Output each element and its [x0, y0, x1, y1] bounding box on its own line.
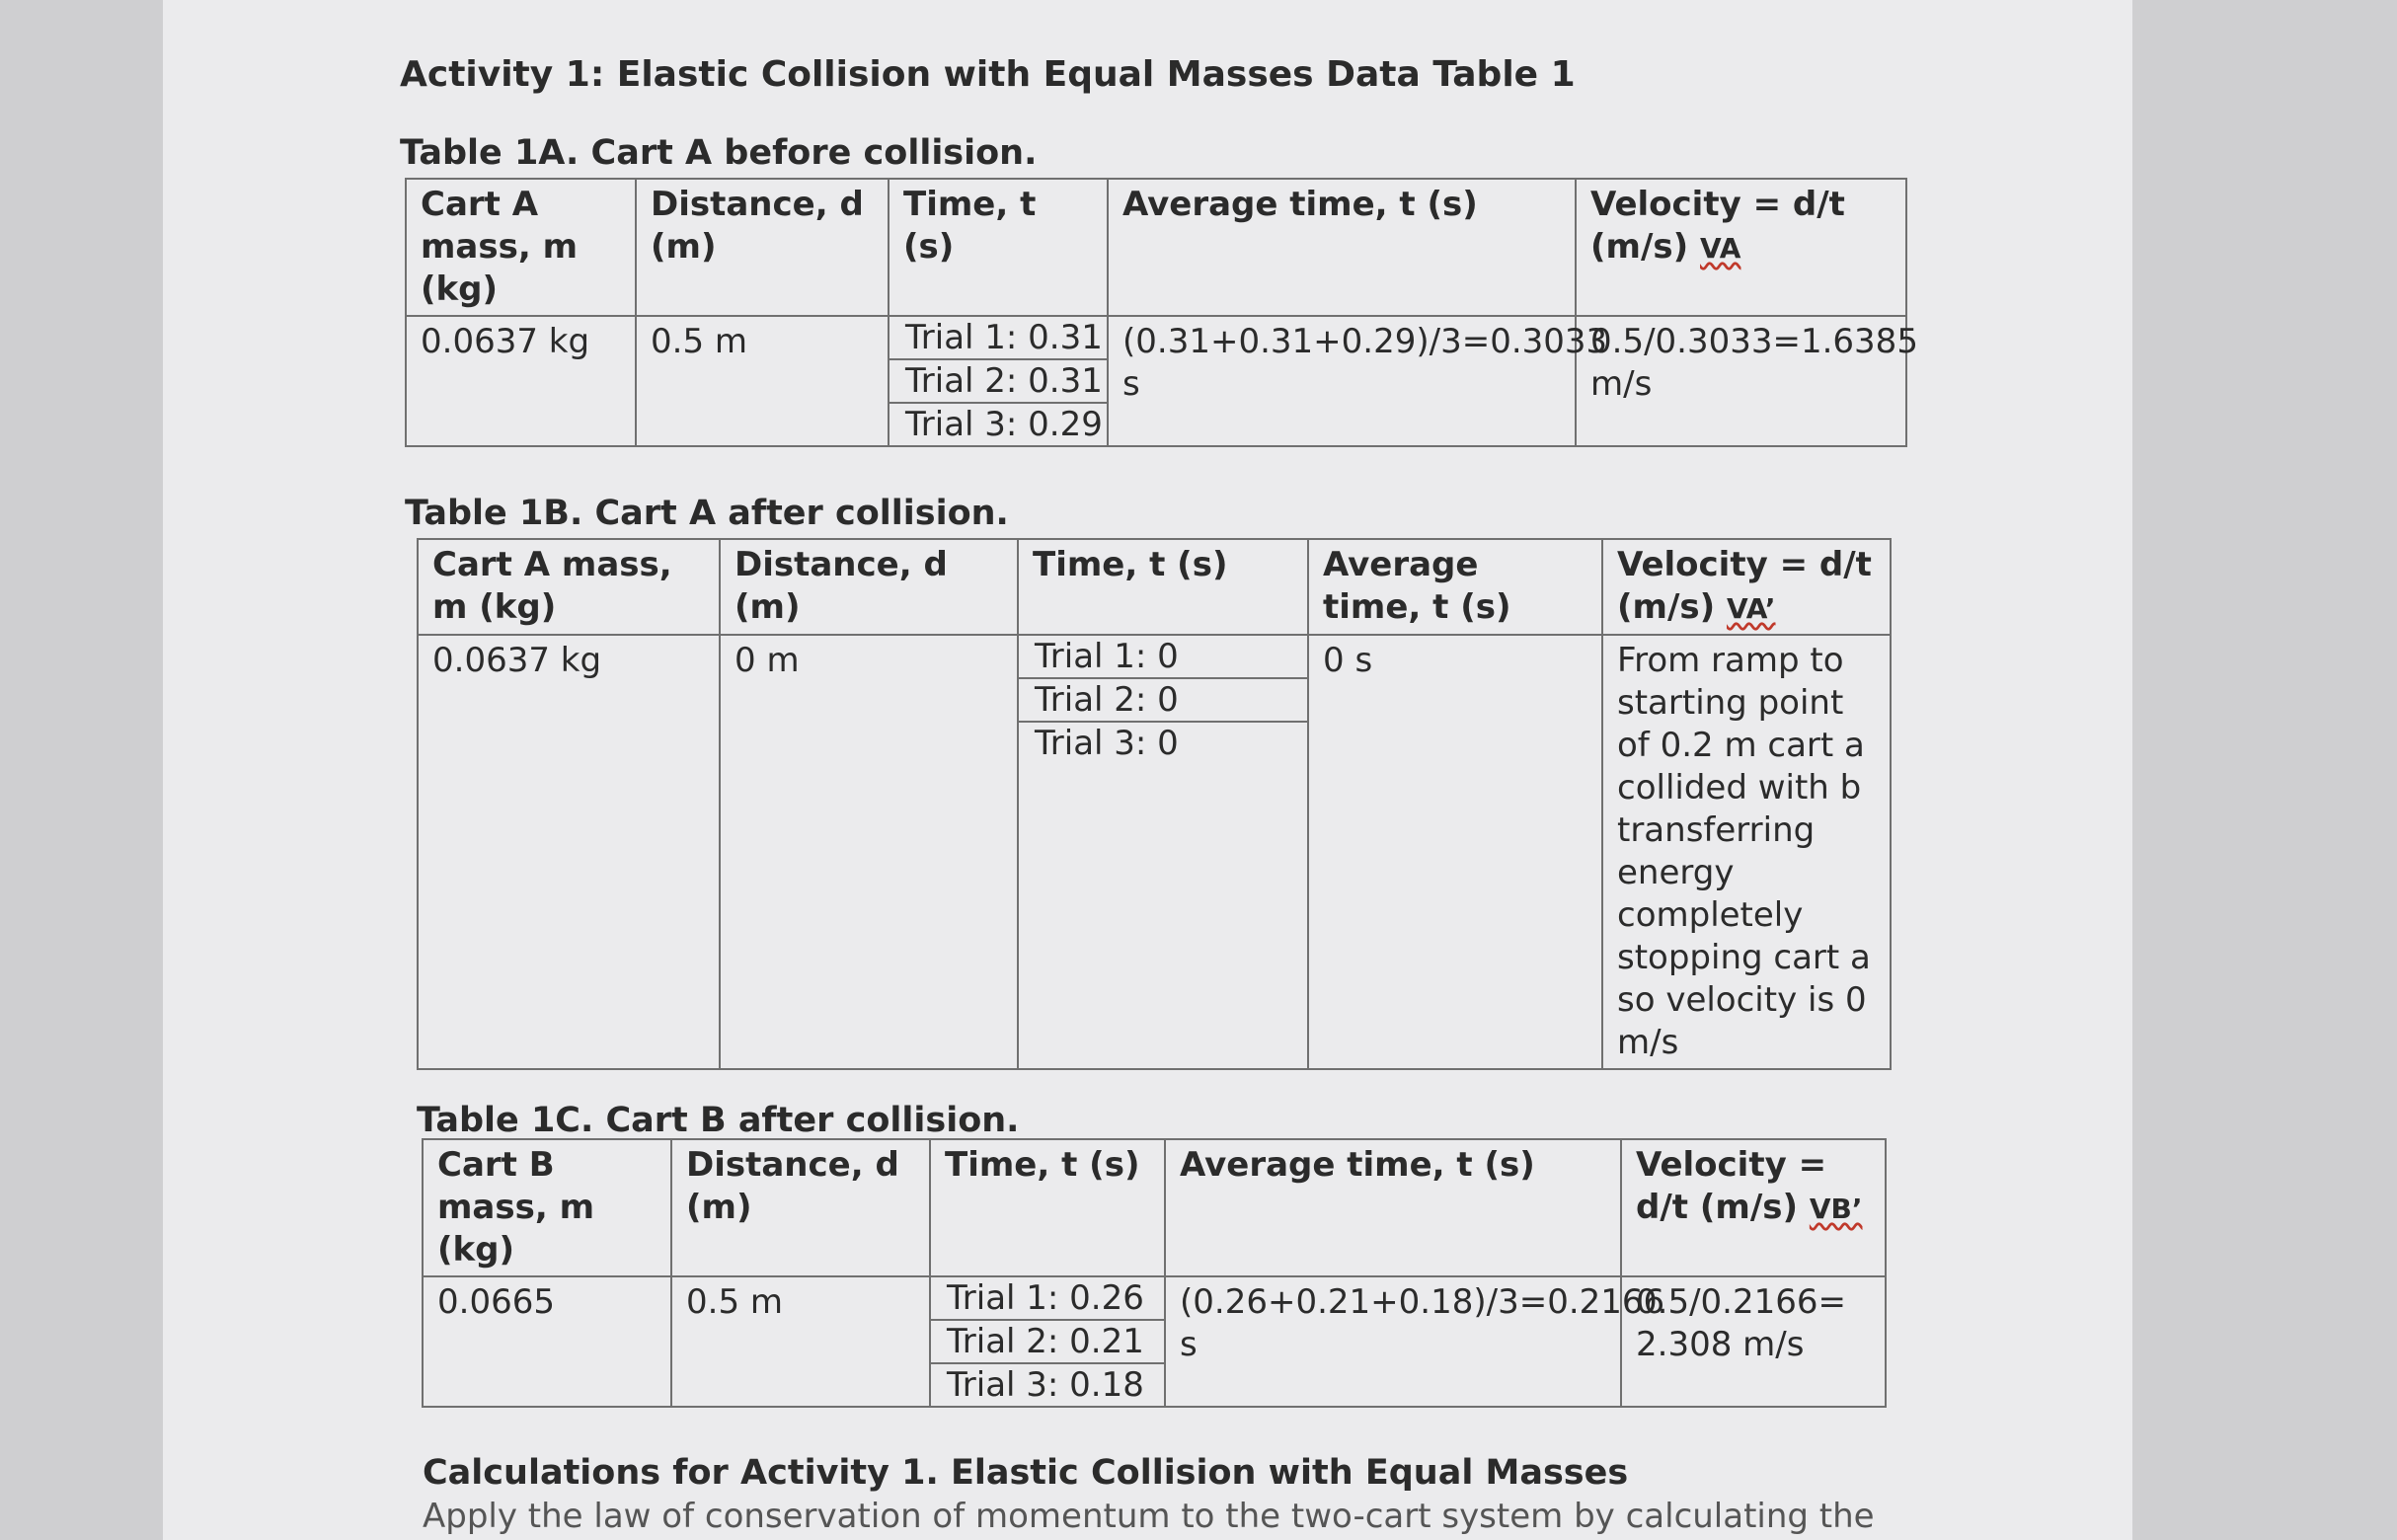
calculations-heading: Calculations for Activity 1. Elastic Collision with Equal Masses [423, 1453, 1629, 1493]
trial-1: Trial 1: 0 [1019, 636, 1307, 679]
header-time: Time, t (s) [889, 179, 1108, 316]
table-1c-caption: Table 1C. Cart B after collision. [417, 1101, 1020, 1140]
trial-3: Trial 3: 0.29 [905, 405, 1103, 444]
header-velocity: Velocity = d/t (m/s) VA’ [1602, 539, 1891, 635]
header-average-time: Average time, t (s) [1308, 539, 1602, 635]
cell-distance: 0 m [720, 635, 1018, 1069]
header-mass: Cart B mass, m (kg) [423, 1139, 671, 1276]
trial-3: Trial 3: 0.18 [947, 1365, 1144, 1405]
cell-average-time: (0.31+0.31+0.29)/3=0.3033 s [1108, 316, 1576, 446]
header-distance: Distance, d (m) [671, 1139, 930, 1276]
table-header-row [418, 539, 1891, 635]
table-row [418, 635, 1891, 1069]
table-row [406, 316, 1906, 446]
cell-velocity: 0.5/0.3033=1.6385 m/s [1576, 316, 1906, 446]
table-header-row [423, 1139, 1886, 1276]
cell-mass: 0.0637 kg [406, 316, 636, 446]
calculations-cut-line: Apply the law of conservation of momentum to the two-cart system by calculating the [423, 1497, 1875, 1536]
cell-mass: 0.0665 [423, 1276, 671, 1407]
cell-mass: 0.0637 kg [418, 635, 720, 1069]
table-1b-caption: Table 1B. Cart A after collision. [405, 494, 1009, 533]
header-time: Time, t (s) [930, 1139, 1165, 1276]
header-average-time: Average time, t (s) [1108, 179, 1576, 316]
header-velocity: Velocity = d/t (m/s) VB’ [1621, 1139, 1886, 1276]
velocity-symbol: VA [1700, 232, 1741, 265]
cell-distance: 0.5 m [636, 316, 889, 446]
cell-average-time: 0 s [1308, 635, 1602, 1069]
table-1c [422, 1138, 1887, 1408]
header-time: Time, t (s) [1018, 539, 1308, 635]
cell-distance: 0.5 m [671, 1276, 930, 1407]
cell-average-time: (0.26+0.21+0.18)/3=0.2166 s [1165, 1276, 1621, 1407]
header-mass: Cart A mass, m (kg) [406, 179, 636, 316]
trial-1: Trial 1: 0.31 [889, 317, 1107, 360]
velocity-symbol: VB’ [1809, 1193, 1863, 1225]
trial-3: Trial 3: 0 [1035, 724, 1179, 763]
table-1a [405, 178, 1918, 447]
table-header-row [406, 179, 1906, 316]
table-row [423, 1276, 1886, 1407]
cell-time-trials [930, 1276, 1165, 1407]
trial-2: Trial 2: 0 [1019, 679, 1307, 723]
table-1b [417, 538, 1892, 1070]
header-distance: Distance, d (m) [720, 539, 1018, 635]
header-mass: Cart A mass, m (kg) [418, 539, 720, 635]
header-distance: Distance, d (m) [636, 179, 889, 316]
table-1a-caption: Table 1A. Cart A before collision. [400, 133, 1038, 173]
cell-velocity: From ramp to starting point of 0.2 m cart a collided with b transferring energy completely stopping cart a so velocity is 0 m/s [1602, 635, 1891, 1069]
cell-time-trials [889, 316, 1108, 446]
trial-2: Trial 2: 0.31 [889, 360, 1107, 404]
velocity-symbol: VA’ [1727, 592, 1776, 625]
page-title: Activity 1: Elastic Collision with Equal Masses Data Table 1 [400, 54, 1576, 95]
header-average-time: Average time, t (s) [1165, 1139, 1621, 1276]
trial-1: Trial 1: 0.26 [931, 1277, 1164, 1321]
header-velocity: Velocity = d/t (m/s) VA [1576, 179, 1906, 316]
trial-2: Trial 2: 0.21 [931, 1321, 1164, 1364]
cell-velocity: 0.5/0.2166= 2.308 m/s [1621, 1276, 1886, 1407]
cell-time-trials [1018, 635, 1308, 1069]
